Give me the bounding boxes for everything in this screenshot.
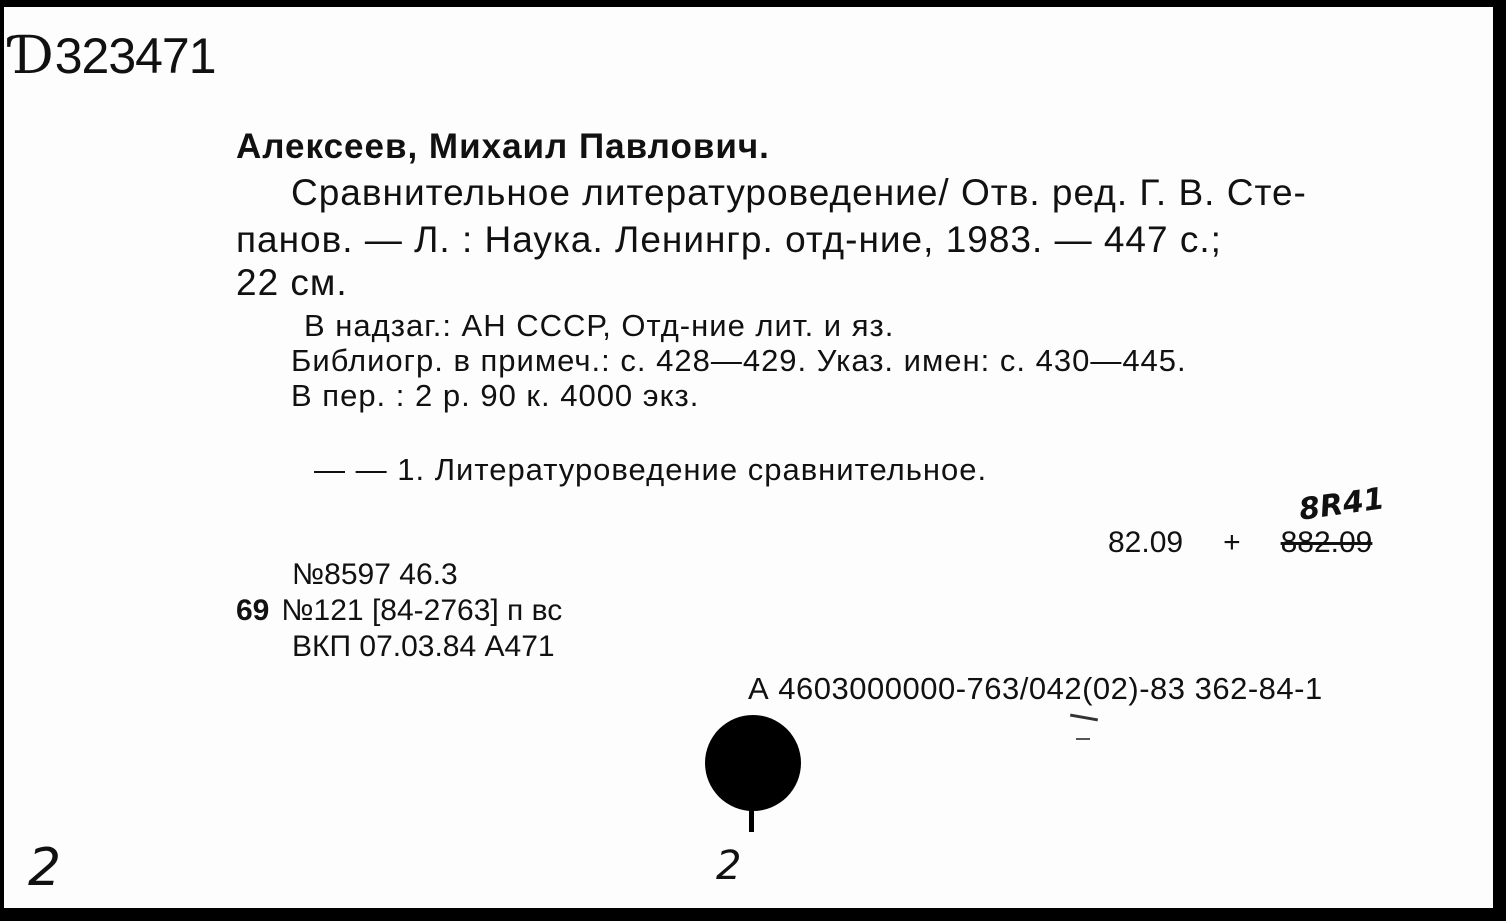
catalog-card (4, 4, 1499, 912)
punch-hole-tail (749, 804, 754, 832)
title-line-1: Сравнительное литературоведение/ Отв. ред. Г. В. Сте- (291, 172, 1307, 213)
handwritten-mark-left: 2 (28, 838, 62, 898)
class-primary: 82.09 (1108, 526, 1184, 559)
punch-hole (705, 715, 801, 811)
title-line-2: панов. — Л. : Наука. Ленингр. отд-ние, 1983. — 447 с.; (236, 219, 1222, 260)
order-line-2 (236, 596, 562, 626)
order-line-2-text: №121 [84-2763] п вс (281, 594, 563, 627)
class-secondary: 882.09 (1280, 526, 1373, 559)
stray-mark-1 (1070, 714, 1098, 722)
order-line-3: ВКП 07.03.84 А471 (292, 630, 555, 663)
note-line-2: Библиогр. в примеч.: с. 428—429. Указ. имен: с. 430—445. (291, 343, 1187, 378)
classification-line (1108, 528, 1372, 558)
order-line-1: №8597 46.3 (292, 558, 458, 591)
card-id-mark: Ɗ (12, 26, 53, 86)
card-top-edge (4, 4, 1493, 7)
stray-mark-2 (1076, 738, 1090, 740)
card-id-number: 323471 (54, 28, 216, 84)
title-line-3: 22 см. (236, 262, 348, 303)
handwritten-class-code: 8R41 (1296, 481, 1387, 528)
card-id (12, 26, 216, 86)
author-heading: Алексеев, Михаил Павлович. (236, 127, 770, 166)
subject-heading: — — 1. Литературоведение сравнительное. (314, 452, 988, 487)
handwritten-mark-middle: 2 (716, 843, 742, 889)
note-line-3: В пер. : 2 р. 90 к. 4000 экз. (291, 378, 700, 413)
order-line-2-prefix: 69 (236, 594, 270, 627)
note-line-1: В надзаг.: АН СССР, Отд-ние лит. и яз. (304, 308, 895, 343)
class-plus: + (1223, 526, 1241, 559)
publisher-code-line: А 4603000000-763/042(02)-83 362-84-1 (748, 671, 1323, 706)
